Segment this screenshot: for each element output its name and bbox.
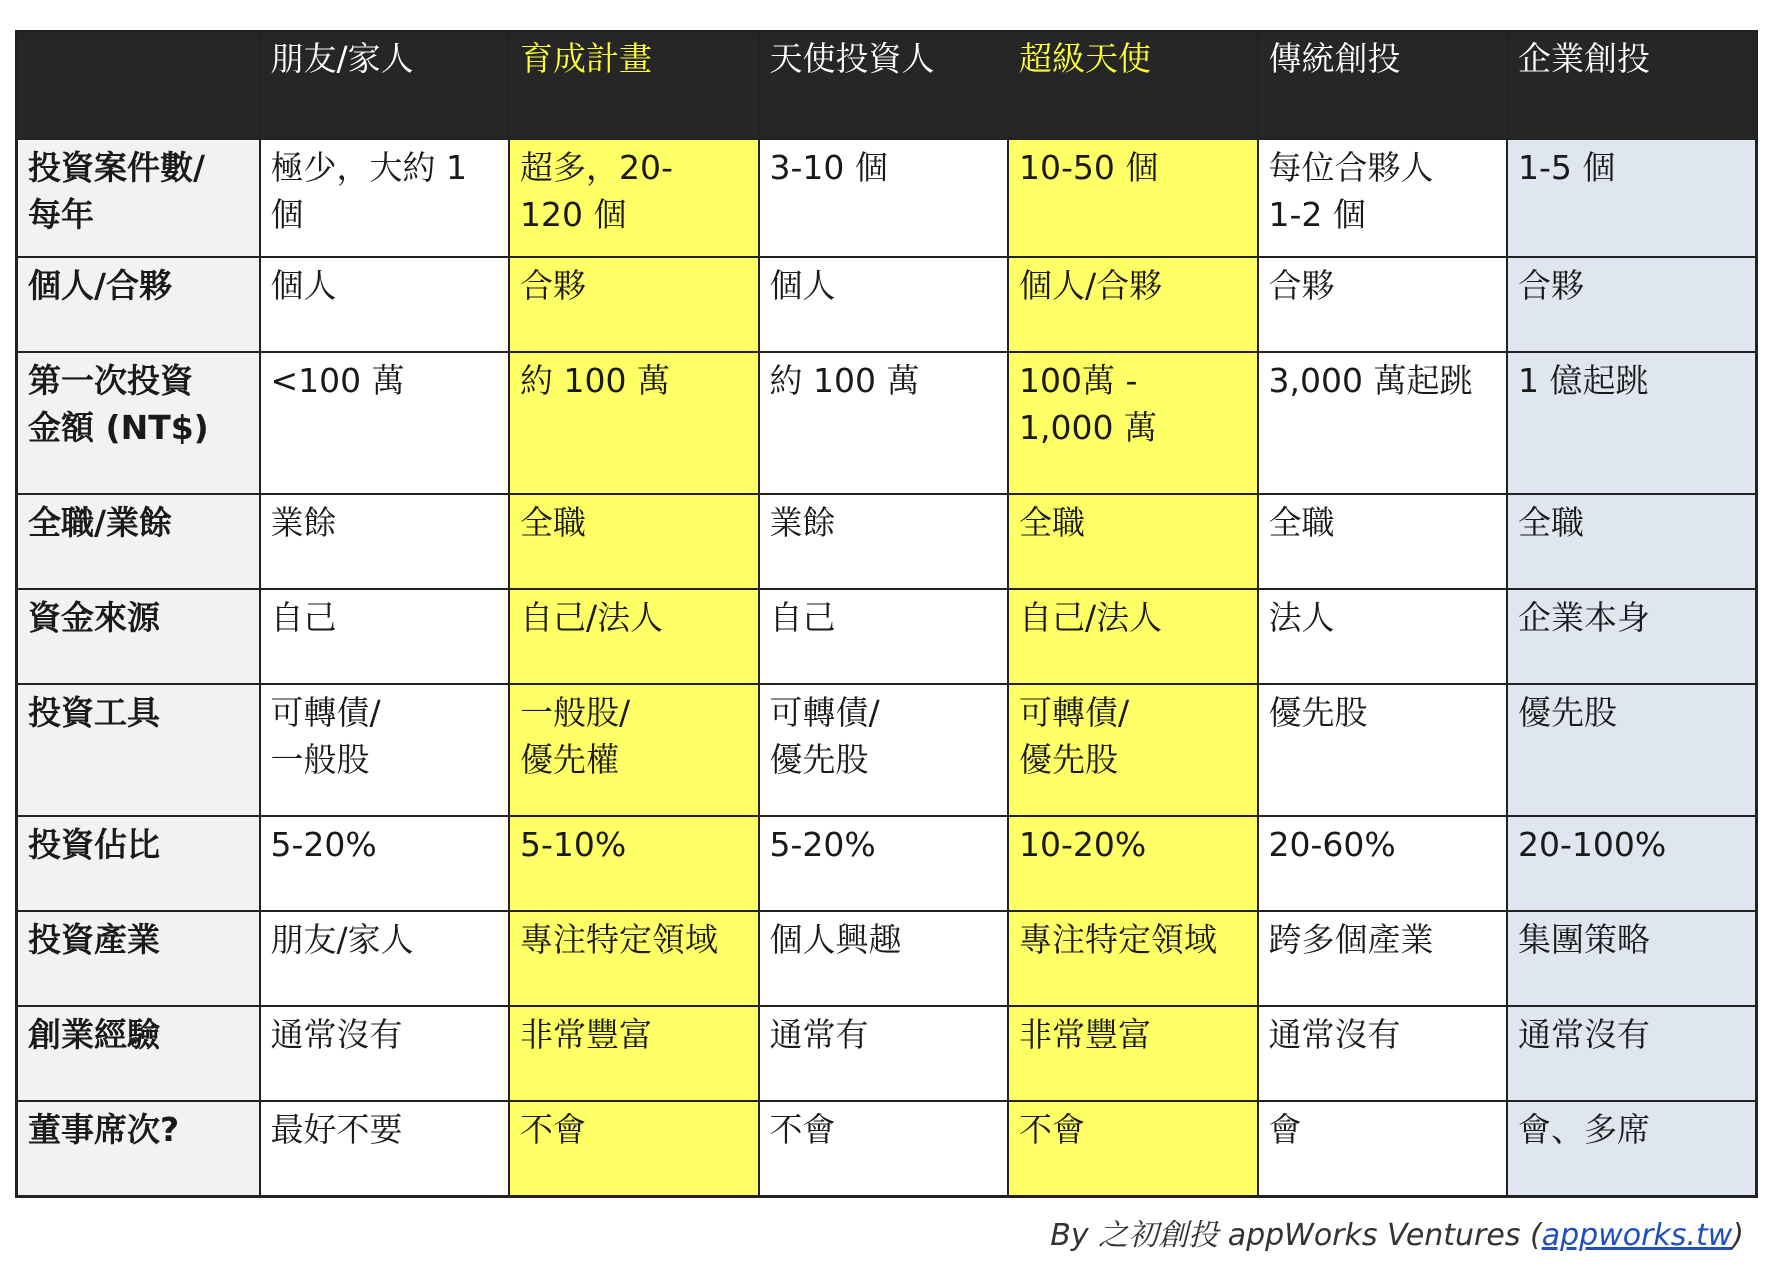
cell-text-line: 自己/法人: [1019, 598, 1163, 637]
cell-first-investment-amount-incubator: [509, 352, 759, 494]
cell-first-investment-amount-traditional-vc: [1258, 352, 1508, 494]
header-corner-cell: [17, 32, 260, 140]
row-label-line: 資金來源: [28, 598, 160, 637]
cell-text-line: 1-2 個: [1268, 195, 1366, 234]
credit-suffix: ): [1732, 1218, 1744, 1253]
cell-full-time-or-part-time-incubator: [509, 494, 759, 589]
cell-board-seat-super-angel: [1008, 1101, 1258, 1197]
cell-text-line: 業餘: [769, 503, 836, 542]
cell-first-investment-amount-corporate-vc: [1507, 352, 1757, 494]
cell-investment-instrument-friends-family: [260, 684, 510, 816]
cell-individual-or-partnership-incubator: [509, 257, 759, 352]
cell-text-line: 一般股: [270, 740, 370, 779]
cell-text-line: 一般股/: [520, 693, 631, 732]
row-label-line: 投資案件數/: [28, 148, 206, 187]
header-incubator: 育成計畫: [509, 32, 759, 140]
cell-investment-instrument-incubator: [509, 684, 759, 816]
cell-text-line: 朋友/家人: [270, 920, 414, 959]
cell-text-line: 1 億起跳: [1518, 361, 1649, 400]
cell-investment-industry-incubator: [509, 911, 759, 1006]
cell-deals-per-year-incubator: [509, 139, 759, 257]
cell-text-line: 個人/合夥: [1019, 266, 1163, 305]
cell-text-line: 最好不要: [270, 1110, 403, 1149]
cell-startup-experience-super-angel: [1008, 1006, 1258, 1101]
header-corporate-vc: 企業創投: [1507, 32, 1757, 140]
cell-text-line: 自己: [270, 598, 337, 637]
cell-source-of-funds-traditional-vc: [1258, 589, 1508, 684]
cell-ownership-percentage-traditional-vc: [1258, 816, 1508, 911]
row-label-startup-experience: [17, 1006, 260, 1101]
table-row-source-of-funds: [17, 589, 1757, 684]
cell-startup-experience-friends-family: [260, 1006, 510, 1101]
row-label-ownership-percentage: [17, 816, 260, 911]
cell-text-line: 優先股: [1518, 693, 1617, 732]
cell-source-of-funds-angel-investor: [759, 589, 1009, 684]
cell-investment-industry-traditional-vc: [1258, 911, 1508, 1006]
cell-board-seat-incubator: [509, 1101, 759, 1197]
cell-text-line: 可轉債/: [1019, 693, 1130, 732]
row-label-investment-industry: [17, 911, 260, 1006]
cell-text-line: 全職: [1019, 503, 1085, 542]
cell-source-of-funds-corporate-vc: [1507, 589, 1757, 684]
cell-text-line: 集團策略: [1518, 920, 1650, 959]
cell-text-line: 5-20%: [769, 825, 876, 864]
cell-investment-industry-corporate-vc: [1507, 911, 1757, 1006]
cell-text-line: 合夥: [1518, 266, 1584, 305]
row-label-line: 個人/合夥: [28, 266, 173, 305]
cell-board-seat-friends-family: [260, 1101, 510, 1197]
table-row-first-investment-amount: [17, 352, 1757, 494]
table-row-deals-per-year: [17, 139, 1757, 257]
cell-individual-or-partnership-angel-investor: [759, 257, 1009, 352]
cell-text-line: 可轉債/: [270, 693, 381, 732]
cell-text-line: 非常豐富: [520, 1015, 652, 1054]
table-row-individual-or-partnership: [17, 257, 1757, 352]
cell-text-line: 個人: [769, 266, 836, 305]
credit-line: [1050, 1210, 1744, 1254]
table-row-investment-industry: [17, 911, 1757, 1006]
row-label-first-investment-amount: [17, 352, 260, 494]
cell-text-line: 個: [270, 195, 304, 234]
cell-deals-per-year-corporate-vc: [1507, 139, 1757, 257]
cell-startup-experience-traditional-vc: [1258, 1006, 1508, 1101]
cell-text-line: 通常有: [769, 1015, 869, 1054]
cell-text-line: 自己/法人: [520, 598, 664, 637]
cell-text-line: 不會: [520, 1110, 586, 1149]
cell-text-line: 會、多席: [1518, 1110, 1650, 1149]
cell-ownership-percentage-corporate-vc: [1507, 816, 1757, 911]
cell-text-line: 10-50 個: [1019, 148, 1159, 187]
row-label-line: 金額 (NT$): [28, 408, 209, 447]
cell-text-line: 專注特定領域: [1019, 920, 1217, 959]
cell-text-line: 通常沒有: [1518, 1015, 1650, 1054]
cell-text-line: 合夥: [520, 266, 586, 305]
cell-investment-instrument-super-angel: [1008, 684, 1258, 816]
cell-text-line: 120 個: [520, 195, 627, 234]
cell-text-line: 10-20%: [1019, 825, 1147, 864]
row-label-line: 董事席次?: [28, 1110, 180, 1149]
cell-text-line: 跨多個產業: [1268, 920, 1434, 959]
cell-text-line: 通常沒有: [270, 1015, 403, 1054]
cell-text-line: 個人興趣: [769, 920, 902, 959]
cell-text-line: 通常沒有: [1268, 1015, 1401, 1054]
cell-investment-instrument-traditional-vc: [1258, 684, 1508, 816]
cell-full-time-or-part-time-angel-investor: [759, 494, 1009, 589]
cell-text-line: 超多，20-: [520, 148, 673, 187]
table-row-board-seat: [17, 1101, 1757, 1197]
cell-text-line: 3-10 個: [769, 148, 888, 187]
cell-text-line: 全職: [1518, 503, 1584, 542]
table-row-investment-instrument: [17, 684, 1757, 816]
cell-text-line: 每位合夥人: [1268, 148, 1434, 187]
row-label-deals-per-year: [17, 139, 260, 257]
cell-text-line: 極少，大約 1: [270, 148, 467, 187]
cell-board-seat-traditional-vc: [1258, 1101, 1508, 1197]
cell-investment-instrument-angel-investor: [759, 684, 1009, 816]
table-row-ownership-percentage: [17, 816, 1757, 911]
cell-text-line: 約 100 萬: [769, 361, 920, 400]
cell-first-investment-amount-friends-family: [260, 352, 510, 494]
cell-board-seat-corporate-vc: [1507, 1101, 1757, 1197]
credit-prefix: By 之初創投 appWorks Ventures (: [1050, 1218, 1542, 1253]
investor-comparison-table: [15, 30, 1758, 1198]
cell-board-seat-angel-investor: [759, 1101, 1009, 1197]
row-label-line: 投資佔比: [28, 825, 160, 864]
cell-text-line: 合夥: [1268, 266, 1335, 305]
header-row: [17, 32, 1757, 140]
cell-text-line: <100 萬: [270, 361, 405, 400]
cell-text-line: 優先權: [520, 740, 619, 779]
row-label-line: 創業經驗: [28, 1015, 160, 1054]
row-label-board-seat: [17, 1101, 260, 1197]
header-super-angel: 超級天使: [1008, 32, 1258, 140]
cell-deals-per-year-super-angel: [1008, 139, 1258, 257]
cell-text-line: 全職: [1268, 503, 1335, 542]
cell-text-line: 優先股: [769, 740, 869, 779]
cell-ownership-percentage-super-angel: [1008, 816, 1258, 911]
row-label-line: 全職/業餘: [28, 503, 173, 542]
header-traditional-vc: 傳統創投: [1258, 32, 1508, 140]
cell-ownership-percentage-friends-family: [260, 816, 510, 911]
cell-text-line: 企業本身: [1518, 598, 1650, 637]
row-label-line: 每年: [28, 195, 94, 234]
cell-investment-industry-friends-family: [260, 911, 510, 1006]
table-row-startup-experience: [17, 1006, 1757, 1101]
comparison-table-container: [15, 30, 1755, 1198]
table-row-full-time-or-part-time: [17, 494, 1757, 589]
cell-full-time-or-part-time-friends-family: [260, 494, 510, 589]
cell-individual-or-partnership-super-angel: [1008, 257, 1258, 352]
cell-text-line: 3,000 萬起跳: [1268, 361, 1473, 400]
cell-deals-per-year-angel-investor: [759, 139, 1009, 257]
cell-text-line: 全職: [520, 503, 586, 542]
cell-text-line: 約 100 萬: [520, 361, 670, 400]
cell-full-time-or-part-time-traditional-vc: [1258, 494, 1508, 589]
row-label-source-of-funds: [17, 589, 260, 684]
cell-text-line: 自己: [769, 598, 836, 637]
appworks-link[interactable]: appworks.tw: [1541, 1218, 1733, 1253]
cell-text-line: 1,000 萬: [1019, 408, 1157, 447]
cell-text-line: 可轉債/: [769, 693, 880, 732]
cell-investment-instrument-corporate-vc: [1507, 684, 1757, 816]
cell-full-time-or-part-time-super-angel: [1008, 494, 1258, 589]
cell-ownership-percentage-incubator: [509, 816, 759, 911]
cell-text-line: 優先股: [1268, 693, 1368, 732]
row-label-full-time-or-part-time: [17, 494, 260, 589]
cell-text-line: 不會: [1019, 1110, 1085, 1149]
cell-text-line: 不會: [769, 1110, 836, 1149]
cell-startup-experience-corporate-vc: [1507, 1006, 1757, 1101]
cell-text-line: 100萬 -: [1019, 361, 1138, 400]
cell-investment-industry-super-angel: [1008, 911, 1258, 1006]
header-friends-family: 朋友/家人: [260, 32, 510, 140]
cell-text-line: 業餘: [270, 503, 337, 542]
cell-text-line: 專注特定領域: [520, 920, 718, 959]
header-angel-investor: 天使投資人: [759, 32, 1009, 140]
cell-first-investment-amount-super-angel: [1008, 352, 1258, 494]
cell-source-of-funds-incubator: [509, 589, 759, 684]
cell-full-time-or-part-time-corporate-vc: [1507, 494, 1757, 589]
cell-text-line: 5-20%: [270, 825, 377, 864]
cell-ownership-percentage-angel-investor: [759, 816, 1009, 911]
cell-individual-or-partnership-corporate-vc: [1507, 257, 1757, 352]
cell-text-line: 5-10%: [520, 825, 627, 864]
cell-source-of-funds-friends-family: [260, 589, 510, 684]
cell-individual-or-partnership-traditional-vc: [1258, 257, 1508, 352]
row-label-individual-or-partnership: [17, 257, 260, 352]
row-label-line: 投資產業: [28, 920, 160, 959]
cell-first-investment-amount-angel-investor: [759, 352, 1009, 494]
cell-text-line: 1-5 個: [1518, 148, 1616, 187]
cell-text-line: 優先股: [1019, 740, 1118, 779]
cell-deals-per-year-friends-family: [260, 139, 510, 257]
cell-text-line: 會: [1268, 1110, 1302, 1149]
cell-text-line: 個人: [270, 266, 337, 305]
cell-text-line: 非常豐富: [1019, 1015, 1151, 1054]
cell-investment-industry-angel-investor: [759, 911, 1009, 1006]
cell-source-of-funds-super-angel: [1008, 589, 1258, 684]
row-label-line: 第一次投資: [28, 361, 193, 400]
cell-individual-or-partnership-friends-family: [260, 257, 510, 352]
cell-text-line: 20-100%: [1518, 825, 1667, 864]
row-label-investment-instrument: [17, 684, 260, 816]
cell-deals-per-year-traditional-vc: [1258, 139, 1508, 257]
cell-text-line: 法人: [1268, 598, 1335, 637]
cell-startup-experience-incubator: [509, 1006, 759, 1101]
cell-startup-experience-angel-investor: [759, 1006, 1009, 1101]
cell-text-line: 20-60%: [1268, 825, 1396, 864]
row-label-line: 投資工具: [28, 693, 160, 732]
